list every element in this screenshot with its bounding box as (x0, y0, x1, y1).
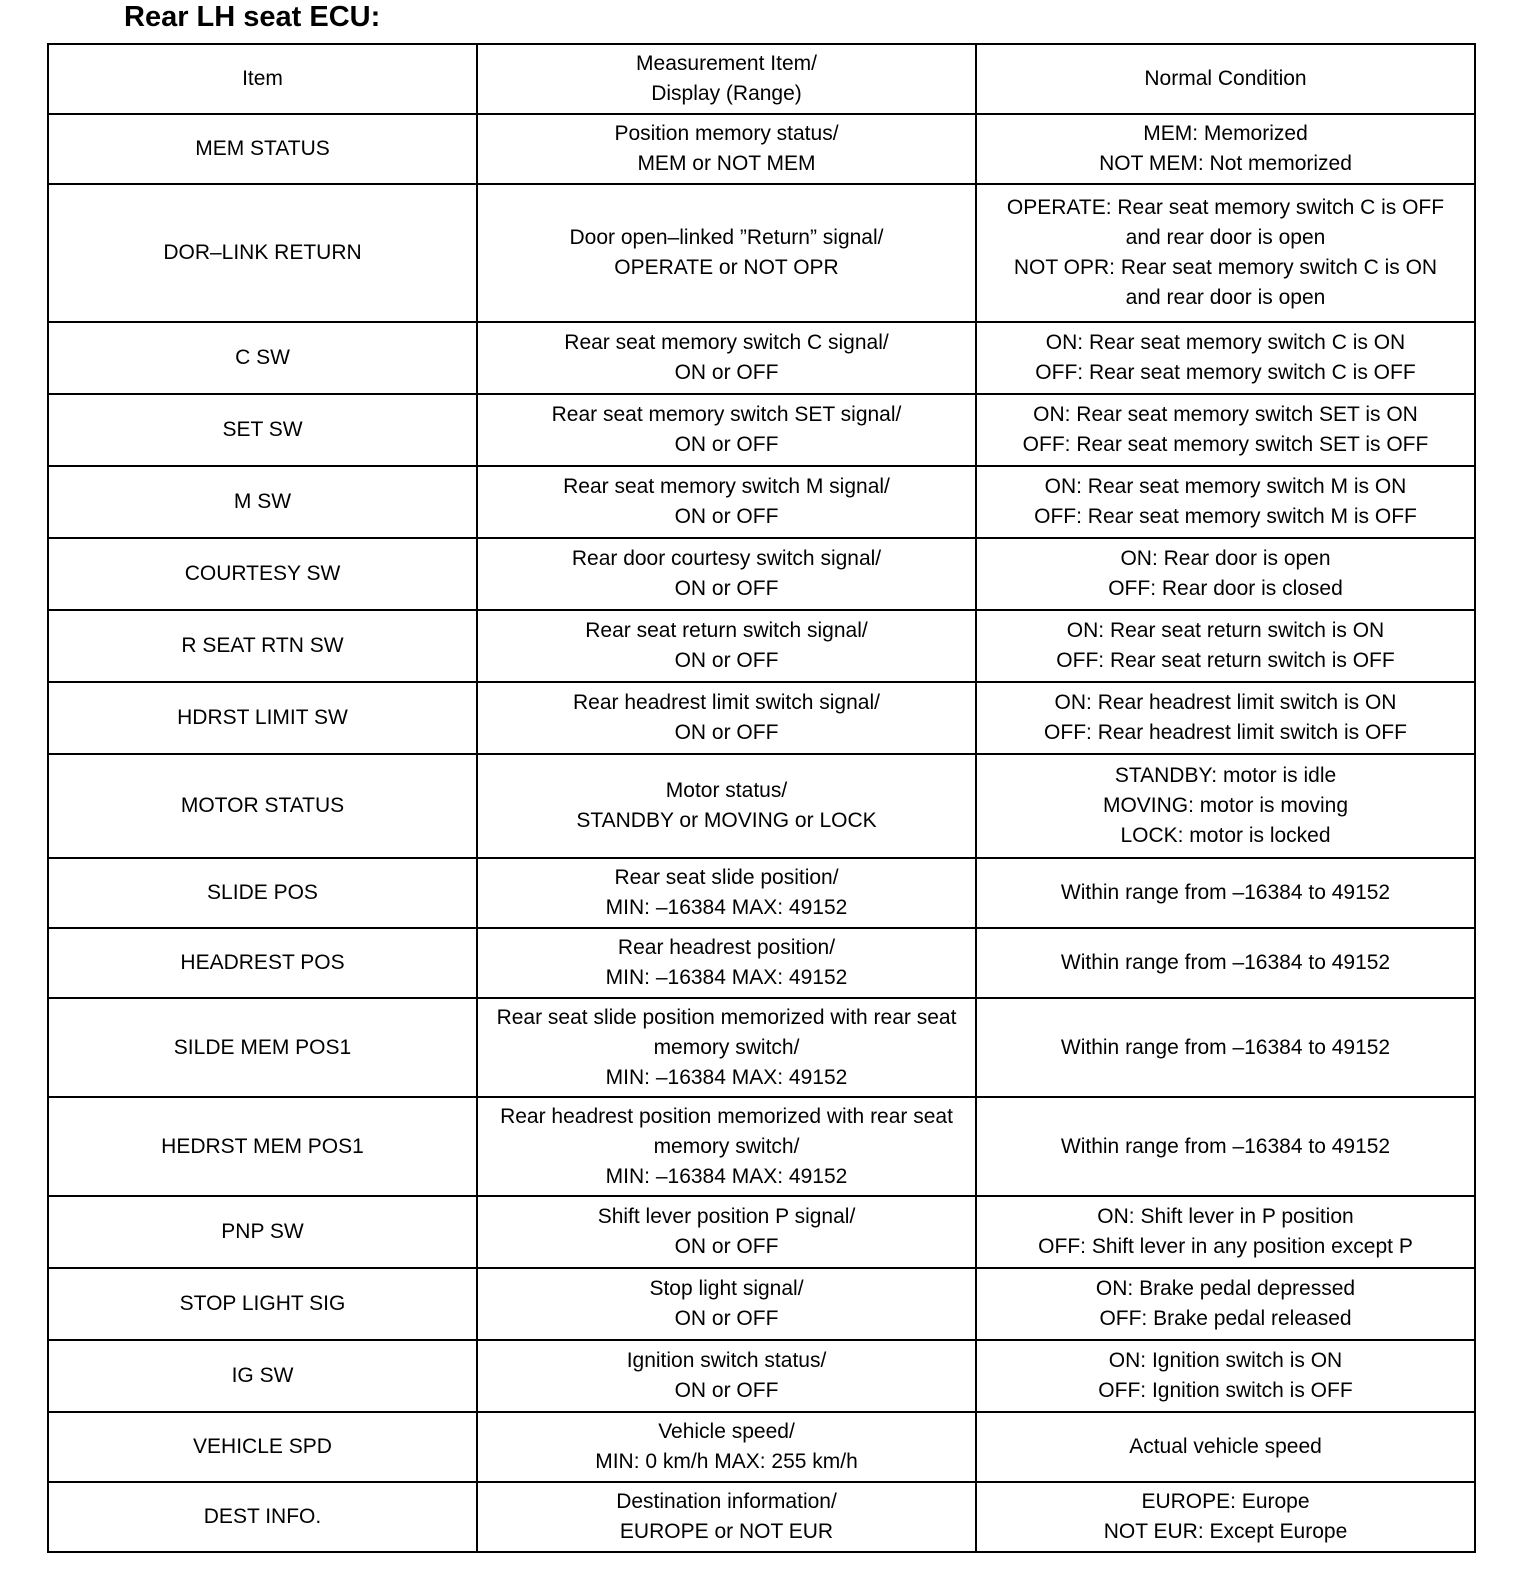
cell-line: ON or OFF (674, 721, 779, 744)
cell-line: Measurement Item/ (636, 52, 817, 75)
cell-line: Vehicle speed/ (658, 1420, 795, 1443)
cell-line: Within range from –16384 to 49152 (1060, 951, 1391, 974)
cell-line: M SW (233, 490, 292, 513)
item-cell (48, 538, 477, 610)
normal-condition-cell (976, 1196, 1475, 1268)
cell-line: ON: Rear door is open (1120, 547, 1331, 570)
item-cell (48, 394, 477, 466)
cell-line: MIN: –16384 MAX: 49152 (605, 966, 848, 989)
item-cell (48, 682, 477, 754)
table-row (48, 1482, 1475, 1552)
item-cell (48, 610, 477, 682)
item-cell (48, 114, 477, 184)
normal-condition-cell (976, 858, 1475, 928)
cell-line: Normal Condition (1144, 67, 1307, 90)
cell-line: MIN: –16384 MAX: 49152 (605, 896, 848, 919)
cell-line: Display (Range) (651, 82, 802, 105)
normal-condition-cell (976, 1412, 1475, 1482)
cell-line: OFF: Brake pedal released (1099, 1307, 1352, 1330)
measurement-cell (477, 928, 976, 998)
cell-line: LOCK: motor is locked (1120, 824, 1331, 847)
normal-condition-cell (976, 682, 1475, 754)
cell-line: Motor status/ (665, 779, 788, 802)
measurement-cell (477, 1196, 976, 1268)
cell-line: SET SW (222, 418, 303, 441)
cell-line: MIN: –16384 MAX: 49152 (605, 1164, 848, 1188)
cell-line: Rear door courtesy switch signal/ (571, 547, 882, 570)
cell-line: DOR–LINK RETURN (163, 241, 362, 264)
header-row (48, 44, 1475, 114)
cell-line: MIN: 0 km/h MAX: 255 km/h (595, 1450, 858, 1473)
table-header (48, 44, 1475, 114)
cell-line: HEADREST POS (180, 951, 345, 974)
cell-line: Door open–linked ”Return” signal/ (569, 226, 884, 249)
cell-line: MEM: Memorized (1143, 122, 1308, 145)
cell-line: Rear seat memory switch M signal/ (563, 475, 890, 498)
cell-line: ON: Rear seat return switch is ON (1066, 619, 1385, 642)
cell-line: Destination information/ (616, 1490, 837, 1513)
measurement-cell (477, 114, 976, 184)
item-cell (48, 754, 477, 858)
table-row (48, 466, 1475, 538)
normal-condition-cell (976, 322, 1475, 394)
measurement-cell (477, 1268, 976, 1340)
measurement-cell (477, 1340, 976, 1412)
cell-line: and rear door is open (1125, 286, 1326, 309)
cell-line: OFF: Rear seat memory switch SET is OFF (1022, 433, 1429, 456)
cell-line: ON or OFF (674, 649, 779, 672)
cell-line: C SW (235, 346, 290, 369)
cell-line: ON or OFF (674, 433, 779, 456)
cell-line: ON or OFF (674, 1379, 779, 1402)
cell-line: ON: Rear seat memory switch M is ON (1044, 475, 1407, 498)
cell-line: Rear seat return switch signal/ (585, 619, 868, 642)
cell-line: OFF: Rear seat return switch is OFF (1056, 649, 1395, 672)
cell-line: Rear headrest limit switch signal/ (573, 691, 880, 714)
cell-line: HEDRST MEM POS1 (161, 1134, 364, 1158)
cell-line: HDRST LIMIT SW (177, 706, 348, 729)
normal-condition-cell (976, 1482, 1475, 1552)
table-row (48, 682, 1475, 754)
page-title: Rear LH seat ECU: (124, 1, 381, 33)
cell-line: memory switch/ (653, 1134, 800, 1158)
table-row (48, 1340, 1475, 1412)
cell-line: memory switch/ (653, 1035, 800, 1059)
item-cell (48, 1412, 477, 1482)
cell-line: ON or OFF (674, 577, 779, 600)
cell-line: Within range from –16384 to 49152 (1060, 881, 1391, 904)
item-cell (48, 858, 477, 928)
normal-condition-cell (976, 114, 1475, 184)
cell-line: OFF: Rear seat memory switch C is OFF (1035, 361, 1416, 384)
cell-line: ON or OFF (674, 505, 779, 528)
normal-condition-cell (976, 610, 1475, 682)
cell-line: STOP LIGHT SIG (179, 1292, 346, 1315)
cell-line: MEM STATUS (195, 137, 330, 160)
normal-condition-cell (976, 394, 1475, 466)
item-cell (48, 1097, 477, 1196)
table-row (48, 538, 1475, 610)
cell-line: MOTOR STATUS (180, 794, 345, 817)
table-row (48, 114, 1475, 184)
cell-line: ON: Ignition switch is ON (1108, 1349, 1343, 1372)
cell-line: Within range from –16384 to 49152 (1060, 1134, 1391, 1158)
cell-line: SILDE MEM POS1 (173, 1035, 352, 1059)
cell-line: PNP SW (221, 1220, 304, 1243)
header-measurement (477, 44, 976, 114)
measurement-cell (477, 1482, 976, 1552)
measurement-cell (477, 998, 976, 1097)
cell-line: ON: Rear seat memory switch SET is ON (1033, 403, 1418, 426)
cell-line: COURTESY SW (184, 562, 341, 585)
cell-line: STANDBY: motor is idle (1114, 764, 1337, 787)
item-cell (48, 1268, 477, 1340)
cell-line: DEST INFO. (203, 1505, 322, 1528)
measurement-cell (477, 466, 976, 538)
normal-condition-cell (976, 538, 1475, 610)
cell-line: ON: Rear headrest limit switch is ON (1054, 691, 1397, 714)
normal-condition-cell (976, 184, 1475, 322)
cell-line: Item (242, 67, 283, 90)
normal-condition-cell (976, 998, 1475, 1097)
item-cell (48, 1196, 477, 1268)
measurement-cell (477, 754, 976, 858)
item-cell (48, 928, 477, 998)
item-cell (48, 998, 477, 1097)
cell-line: NOT OPR: Rear seat memory switch C is ON (1013, 256, 1438, 279)
measurement-cell (477, 394, 976, 466)
cell-line: OPERATE: Rear seat memory switch C is OFF (1006, 196, 1445, 219)
item-cell (48, 1482, 477, 1552)
measurement-cell (477, 538, 976, 610)
cell-line: EUROPE or NOT EUR (619, 1520, 834, 1543)
cell-line: OFF: Ignition switch is OFF (1098, 1379, 1353, 1402)
cell-line: SLIDE POS (207, 881, 318, 904)
cell-line: OFF: Rear seat memory switch M is OFF (1034, 505, 1417, 528)
normal-condition-cell (976, 466, 1475, 538)
table-body (48, 114, 1475, 1552)
cell-line: Rear seat memory switch C signal/ (564, 331, 889, 354)
item-cell (48, 466, 477, 538)
normal-condition-cell (976, 1097, 1475, 1196)
cell-line: Rear seat memory switch SET signal/ (551, 403, 902, 426)
measurement-cell (477, 322, 976, 394)
cell-line: ON or OFF (674, 1307, 779, 1330)
header-normal-condition (976, 44, 1475, 114)
cell-line: Shift lever position P signal/ (597, 1205, 856, 1228)
cell-line: OPERATE or NOT OPR (614, 256, 839, 279)
normal-condition-cell (976, 928, 1475, 998)
measurement-cell (477, 1412, 976, 1482)
cell-line: R SEAT RTN SW (181, 634, 344, 657)
normal-condition-cell (976, 1340, 1475, 1412)
cell-line: OFF: Shift lever in any position except P (1038, 1235, 1413, 1258)
table-row (48, 610, 1475, 682)
normal-condition-cell (976, 754, 1475, 858)
table-row (48, 1412, 1475, 1482)
cell-line: MOVING: motor is moving (1102, 794, 1349, 817)
cell-line: Rear seat slide position memorized with rear seat (496, 1005, 957, 1029)
cell-line: ON: Shift lever in P position (1097, 1205, 1354, 1228)
cell-line: Rear headrest position memorized with rear seat (500, 1104, 953, 1128)
table-row (48, 928, 1475, 998)
cell-line: Rear headrest position/ (617, 936, 836, 959)
cell-line: NOT EUR: Except Europe (1103, 1520, 1348, 1543)
header-item (48, 44, 477, 114)
cell-line: STANDBY or MOVING or LOCK (576, 809, 877, 832)
table-row (48, 754, 1475, 858)
table-row (48, 998, 1475, 1097)
table-row (48, 1196, 1475, 1268)
cell-line: ON: Brake pedal depressed (1095, 1277, 1356, 1300)
cell-line: Stop light signal/ (649, 1277, 804, 1300)
cell-line: EUROPE: Europe (1141, 1490, 1310, 1513)
cell-line: ON or OFF (674, 361, 779, 384)
item-cell (48, 322, 477, 394)
cell-line: MEM or NOT MEM (637, 152, 816, 175)
item-cell (48, 1340, 477, 1412)
cell-line: Rear seat slide position/ (614, 866, 839, 889)
table-row (48, 858, 1475, 928)
normal-condition-cell (976, 1268, 1475, 1340)
table-row (48, 1268, 1475, 1340)
measurement-cell (477, 858, 976, 928)
item-cell (48, 184, 477, 322)
measurement-cell (477, 184, 976, 322)
table-row (48, 394, 1475, 466)
measurement-cell (477, 610, 976, 682)
cell-line: NOT MEM: Not memorized (1099, 152, 1352, 175)
cell-line: Position memory status/ (614, 122, 839, 145)
cell-line: ON: Rear seat memory switch C is ON (1045, 331, 1406, 354)
cell-line: OFF: Rear door is closed (1108, 577, 1343, 600)
cell-line: and rear door is open (1125, 226, 1326, 249)
cell-line: VEHICLE SPD (193, 1435, 332, 1458)
measurement-cell (477, 682, 976, 754)
ecu-data-table (47, 43, 1476, 1553)
cell-line: OFF: Rear headrest limit switch is OFF (1044, 721, 1407, 744)
table-row (48, 1097, 1475, 1196)
cell-line: ON or OFF (674, 1235, 779, 1258)
measurement-cell (477, 1097, 976, 1196)
cell-line: IG SW (231, 1364, 294, 1387)
cell-line: MIN: –16384 MAX: 49152 (605, 1065, 848, 1089)
cell-line: Actual vehicle speed (1129, 1435, 1322, 1458)
table-row (48, 322, 1475, 394)
table-row (48, 184, 1475, 322)
cell-line: Ignition switch status/ (626, 1349, 827, 1372)
cell-line: Within range from –16384 to 49152 (1060, 1035, 1391, 1059)
